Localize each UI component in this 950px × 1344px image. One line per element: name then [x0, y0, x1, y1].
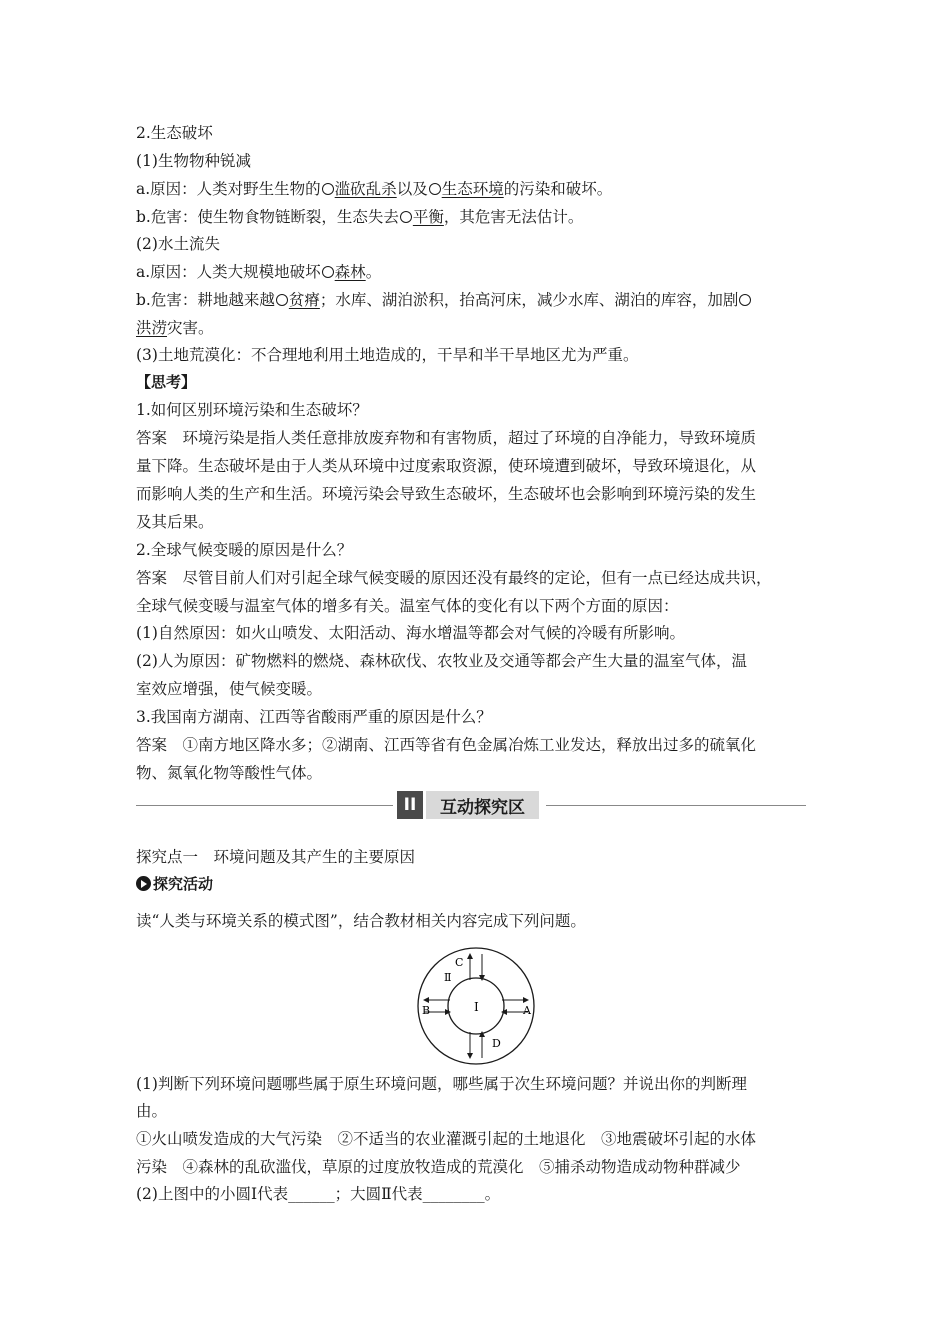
- answer-2-line: (1)自然原因：如火山喷发、太阳活动、海水增温等都会对气候的冷暖有所影响。: [136, 624, 685, 642]
- answer-3-line: 答案 ①南方地区降水多；②湖南、江西等省有色金属冶炼工业发达，释放出过多的硫氧化: [136, 736, 757, 754]
- human-environment-diagram: [412, 944, 540, 1068]
- question-1-line: 由。: [136, 1102, 168, 1120]
- circle-marker-icon: [322, 183, 334, 195]
- reason-line-2: a.原因：人类大规模地破坏 森林。: [136, 263, 382, 281]
- activity-intro: 读“人类与环境关系的模式图”，结合教材相关内容完成下列问题。: [136, 912, 586, 930]
- harm-line-1: b.危害：使生物食物链断裂，生态失去 平衡，其危害无法估计。: [136, 208, 584, 226]
- fill-answer: 滥砍乱杀: [334, 180, 397, 198]
- answer-2-line: 室效应增强，使气候变暖。: [136, 680, 323, 698]
- circle-marker-icon: [400, 211, 412, 223]
- circle-marker-icon: [739, 294, 751, 306]
- subheading-erosion: (2)水土流失: [136, 235, 220, 253]
- section-banner: [397, 791, 539, 819]
- fill-answer: 生态环境: [441, 180, 504, 198]
- answer-2-line: (2)人为原因：矿物燃料的燃烧、森林砍伐、农牧业及交通等都会产生大量的温室气体，温: [136, 652, 747, 670]
- circle-marker-icon: [276, 294, 288, 306]
- question-1-line: (1)判断下列环境问题哪些属于原生环境问题，哪些属于次生环境问题？并说出你的判断理: [136, 1075, 747, 1093]
- subheading-desertification: (3)土地荒漠化：不合理地利用土地造成的，干旱和半干旱地区尤为严重。: [136, 346, 639, 364]
- think-heading: 【思考】: [136, 373, 197, 391]
- question-2: 2.全球气候变暖的原因是什么？: [136, 541, 353, 559]
- reason-line-1: a.原因：人类对野生生物的 滥砍乱杀以及 生态环境的污染和破坏。: [136, 180, 613, 198]
- harm-line-2: b.危害：耕地越来越 贫瘠；水库、湖泊淤积，抬高河床，减少水库、湖泊的库容，加剧: [136, 290, 752, 310]
- divider-left: [136, 805, 393, 806]
- fill-answer: 森林: [334, 263, 366, 281]
- section-banner-title: 互动探究区: [426, 791, 539, 819]
- answer-2-line: 答案 尽管目前人们对引起全球气候变暖的原因还没有最终的定论，但有一点已经达成共识，: [136, 569, 772, 587]
- answer-1-line: 而影响人类的生产和生活。环境污染会导致生态破坏，生态破坏也会影响到环境污染的发生: [136, 485, 757, 503]
- label-d: D: [492, 1037, 501, 1050]
- label-i: I: [474, 1000, 479, 1014]
- circle-marker-icon: [429, 183, 441, 195]
- answer-2-line: 全球气候变暖与温室气体的增多有关。温室气体的变化有以下两个方面的原因：: [136, 597, 679, 615]
- question-3: 3.我国南方湖南、江西等省酸雨严重的原因是什么？: [136, 708, 492, 726]
- subheading-species: (1)生物物种锐减: [136, 152, 251, 170]
- answer-3-line: 物、氮氧化物等酸性气体。: [136, 764, 323, 782]
- answer-1-line: 及其后果。: [136, 513, 214, 531]
- activity-heading: 探究活动: [136, 874, 213, 894]
- answer-1-line: 量下降。生态破坏是由于人类从环境中过度索取资源，使环境遭到破坏，导致环境退化，从: [136, 457, 757, 475]
- label-a: A: [523, 1004, 531, 1017]
- question-1: 1.如何区别环境污染和生态破坏？: [136, 401, 368, 419]
- divider-right: [546, 805, 806, 806]
- answer-1-line: 答案 环境污染是指人类任意排放废弃物和有害物质，超过了环境的自净能力，导致环境质: [136, 429, 757, 447]
- section-number: II: [397, 791, 423, 819]
- fill-answer: 洪涝: [136, 319, 168, 337]
- section-title: 2.生态破坏: [136, 124, 213, 142]
- circle-marker-icon: [322, 266, 334, 278]
- label-b: B: [422, 1004, 431, 1017]
- fill-answer: 平衡: [412, 208, 444, 226]
- fill-answer: 贫瘠: [288, 291, 320, 309]
- options-line: ①火山喷发造成的大气污染 ②不适当的农业灌溉引起的土地退化 ③地震破坏引起的水体: [136, 1130, 757, 1148]
- label-ii: Ⅱ: [444, 971, 452, 984]
- question-2-line: (2)上图中的小圆Ⅰ代表______；大圆Ⅱ代表________。: [136, 1185, 501, 1203]
- play-bullet-icon: [136, 876, 151, 891]
- options-line: 污染 ④森林的乱砍滥伐，草原的过度放牧造成的荒漠化 ⑤捕杀动物造成动物种群减少: [136, 1158, 741, 1176]
- label-c: C: [455, 956, 464, 969]
- harm-line-2-cont: 洪涝灾害。: [136, 319, 214, 337]
- explore-point-title: 探究点一 环境问题及其产生的主要原因: [136, 848, 416, 866]
